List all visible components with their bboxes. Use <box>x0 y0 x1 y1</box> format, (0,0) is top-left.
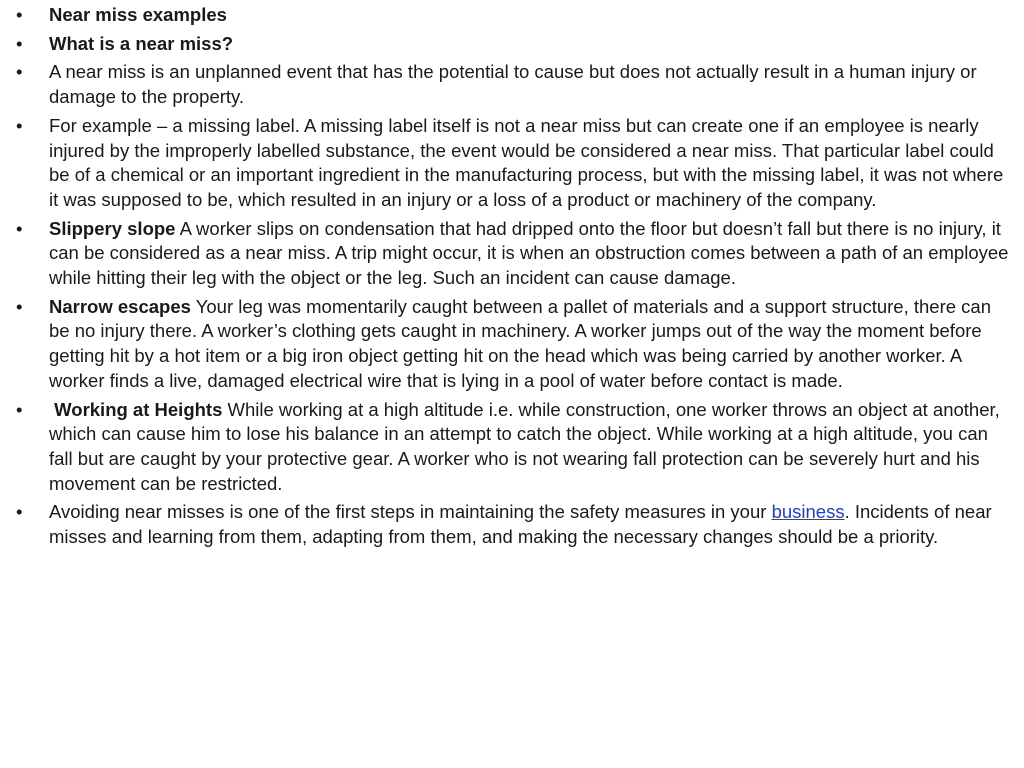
bullet-text: While working at a high altitude i.e. while construction, one worker throws an object at another, which can cause him to lose his balance in an attempt to catch the object. While working at a high altitude, you can fall but are caught by your protective gear. A worker who is not wearing fall protection can be severely hurt and his movement can be restricted. <box>49 398 1000 494</box>
bullet-item-working-at-heights <box>16 398 1012 497</box>
bullet-dot: • <box>16 114 23 136</box>
bullet-dot: • <box>16 295 23 317</box>
bullet-heading: Working at Heights <box>54 398 223 420</box>
bullet-list <box>16 3 1012 554</box>
bullet-item-avoiding-near-misses <box>16 500 1012 549</box>
bullet-item-narrow-escapes <box>16 295 1012 394</box>
bullet-text: A worker slips on condensation that had dripped onto the floor but doesn’t fall but there is no injury, it can be considered as a near miss. A trip might occur, it is when an obstruction comes between a path of an employee while hitting their leg with the object or the leg. Such an incident can cause damage. <box>49 217 1009 289</box>
bullet-heading: Narrow escapes <box>49 295 191 317</box>
bullet-heading: Near miss examples <box>49 4 227 25</box>
bullet-item-slippery-slope <box>16 217 1012 291</box>
bullet-text-after-link: . Incidents of near misses and learning from them, adapting from them, and making the necessary changes should be a priority. <box>49 501 992 548</box>
bullet-dot: • <box>16 32 23 54</box>
bullet-dot: • <box>16 4 23 25</box>
bullet-dot: • <box>16 398 23 420</box>
bullet-text: A near miss is an unplanned event that has the potential to cause but does not actually result in a human injury or damage to the property. <box>49 61 977 108</box>
bullet-text-before-link: Avoiding near misses is one of the first steps in maintaining the safety measures in your <box>49 501 767 523</box>
bullet-item-what-is-near-miss <box>16 32 1012 57</box>
bullet-heading: Slippery slope <box>49 217 176 239</box>
bullet-text: For example – a missing label. A missing label itself is not a near miss but can create one if an employee is nearly injured by the improperly labelled substance, the event would be considered a near miss. That particular label could be of a chemical or an important ingredient in the manufacturing process, but with the missing label, it was not where it was supposed to be, which resulted in an injury or a loss of a product or machinery of the company. <box>49 114 1004 210</box>
bullet-item-definition <box>16 60 1012 109</box>
bullet-dot: • <box>16 61 23 83</box>
bullet-item-near-miss-examples <box>16 3 1012 28</box>
bullet-text: Your leg was momentarily caught between a pallet of materials and a support structure, there can be no injury there. A worker’s clothing gets caught in machinery. A worker jumps out of the way the moment before getting hit by a hot item or a big iron object getting hit on the head which was being carried by another worker. A worker finds a live, damaged electrical wire that is lying in a pool of water before contact is made. <box>49 295 991 391</box>
business-link[interactable]: business <box>771 501 845 523</box>
bullet-dot: • <box>16 217 23 239</box>
bullet-dot: • <box>16 501 23 523</box>
bullet-item-missing-label-example <box>16 114 1012 213</box>
bullet-heading: What is a near miss? <box>49 32 234 54</box>
